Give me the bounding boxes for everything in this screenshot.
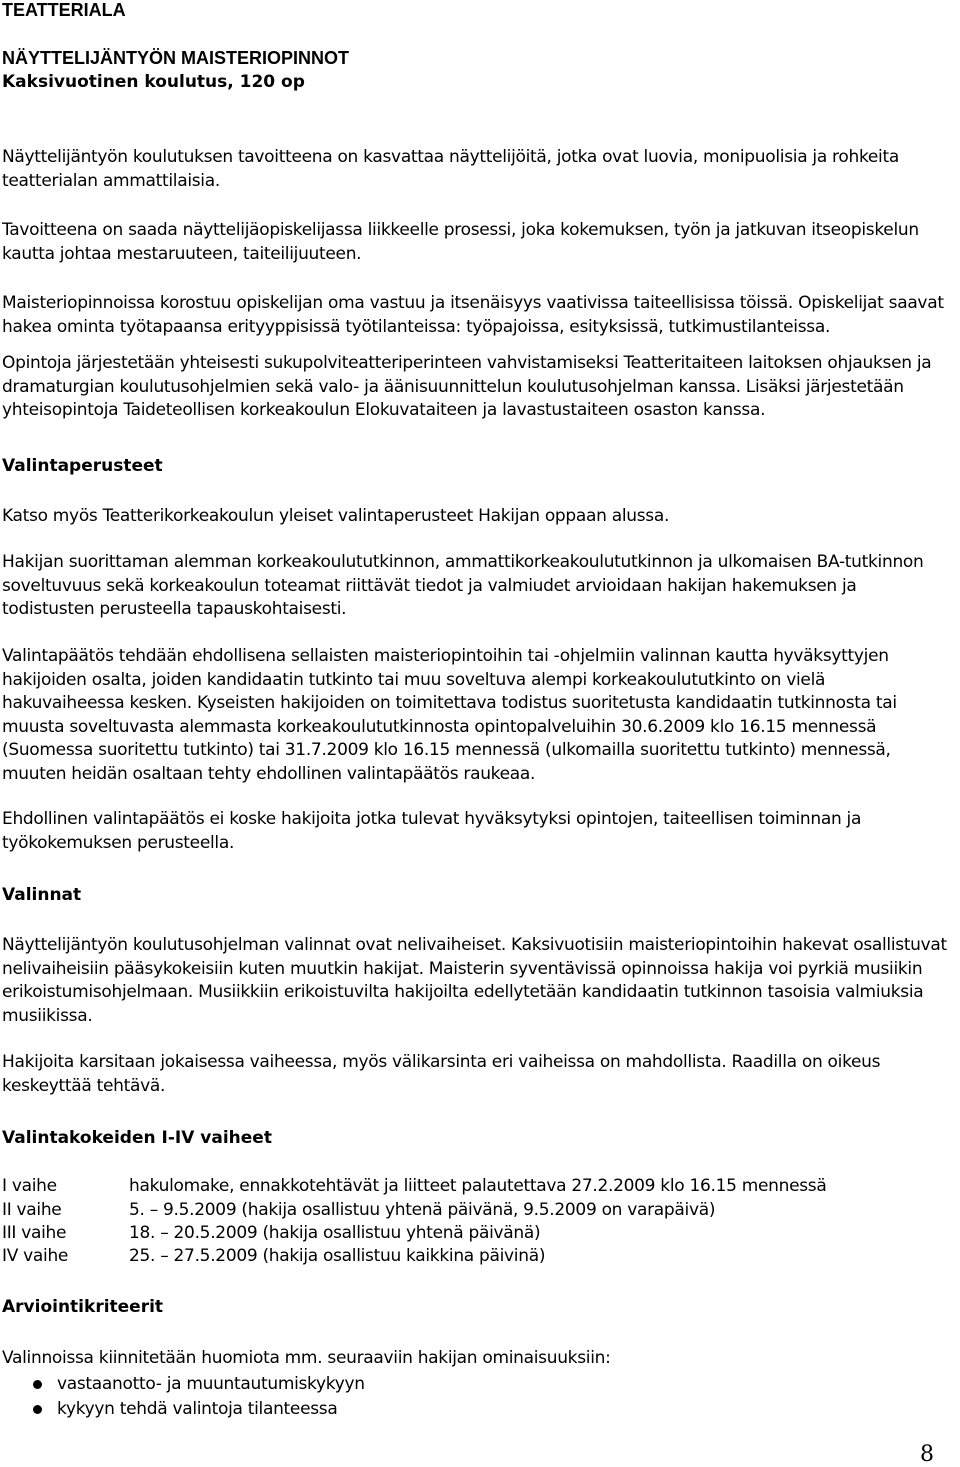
stage-description: 25. – 27.5.2009 (hakija osallistuu kaikkina päivinä) bbox=[129, 1246, 546, 1266]
intro-paragraph: Näyttelijäntyön koulutuksen tavoitteena on kasvattaa näyttelijöitä, jotka ovat luovia, monipuolisia ja rohkeita teatterialan ammattilaisia. bbox=[2, 147, 899, 191]
valintaperusteet-paragraph: Valintapäätös tehdään ehdollisena sellaisten maisteriopintoihin tai -ohjelmiin valinnan kautta hyväksyttyjen hakijoiden osalta, joiden kandidaatin tutkinto tai muu soveltuva alempi korkeakoulututkinto on vielä hakuvaiheessa kesken. Kyseisten hakijoiden on toimitettava todistus suoritetusta kandidaatin tutkinnosta tai muusta soveltuvasta alemmasta korkeakoulututkinnosta opintopalveluihin 30.6.2009 klo 16.15 mennessä (Suomessa suoritettu tutkinto) tai 31.7.2009 klo 16.15 mennessä (ulkomailla suoritettu tutkinto) mennessä, muuten heidän osaltaan tehty ehdollinen valintapäätös raukeaa. bbox=[2, 646, 897, 784]
stage-name: IV vaihe bbox=[2, 1246, 69, 1266]
valintaperusteet-paragraph: Ehdollinen valintapäätös ei koske hakijoita jotka tulevat hyväksytyksi opintojen, taiteellisen toiminnan ja työkokemuksen perusteella. bbox=[2, 809, 862, 853]
page-number: 8 bbox=[920, 1442, 934, 1467]
heading-valinnat: Valinnat bbox=[2, 885, 82, 905]
valinnat-paragraph: Näyttelijäntyön koulutusohjelman valinnat ovat nelivaiheiset. Kaksivuotisiin maisteriopintoihin hakevat osallistuvat nelivaiheisiin pääsykokeisiin kuten muutkin hakijat. Maisterin syventävissä opinnoissa hakija voi pyrkiä musiikin erikoistumisohjelmaan. Musiikkiin erikoistuvilta hakijoilta edellytetään kandidaatin tutkinnon tasoisia valmiuksia musiikissa. bbox=[2, 935, 947, 1026]
stage-description: 5. – 9.5.2009 (hakija osallistuu yhtenä päivänä, 9.5.2009 on varapäivä) bbox=[129, 1200, 716, 1220]
list-item-text: vastaanotto- ja muuntautumiskykyyn bbox=[57, 1374, 365, 1394]
intro-paragraph: Opintoja järjestetään yhteisesti sukupolviteatteriperinteen vahvistamiseksi Teatteritaiteen laitoksen ohjauksen ja dramaturgian koulutusohjelmien sekä valo- ja äänisuunnittelun koulutusohjelman kanssa. Lisäksi järjestetään yhteisopintoja Taideteollisen korkeakoulun Elokuvataiteen ja lavastustaiteen osaston kanssa. bbox=[2, 353, 932, 420]
list-item-text: kykyyn tehdä valintoja tilanteessa bbox=[57, 1399, 338, 1419]
criteria-list bbox=[2, 1372, 947, 1422]
heading-valintaperusteet: Valintaperusteet bbox=[2, 456, 163, 476]
programme-title: NÄYTTELIJÄNTYÖN MAISTERIOPINNOT bbox=[2, 48, 350, 68]
valinnat-paragraph: Hakijoita karsitaan jokaisessa vaiheessa, myös välikarsinta eri vaiheissa on mahdollista. Raadilla on oikeus keskeyttää tehtävä. bbox=[2, 1052, 881, 1096]
bullet-icon bbox=[33, 1405, 42, 1414]
list-item bbox=[2, 1372, 947, 1397]
valintaperusteet-paragraph: Hakijan suorittaman alemman korkeakoulututkinnon, ammattikorkeakoulututkinnon ja ulkomaisen BA-tutkinnon soveltuvuus sekä korkeakoulun toteamat riittävät tiedot ja valmiudet arvioidaan hakijan hakemuksen ja todistusten perusteella tapauskohtaisesti. bbox=[2, 552, 924, 619]
valintaperusteet-paragraph: Katso myös Teatterikorkeakoulun yleiset valintaperusteet Hakijan oppaan alussa. bbox=[2, 506, 670, 526]
list-item bbox=[2, 1397, 947, 1422]
stage-description: 18. – 20.5.2009 (hakija osallistuu yhtenä päivänä) bbox=[129, 1223, 541, 1243]
stage-description: hakulomake, ennakkotehtävät ja liitteet palautettava 27.2.2009 klo 16.15 mennessä bbox=[129, 1176, 827, 1196]
stage-name: II vaihe bbox=[2, 1200, 62, 1220]
stage-name: I vaihe bbox=[2, 1176, 57, 1196]
intro-paragraph: Maisteriopinnoissa korostuu opiskelijan oma vastuu ja itsenäisyys vaativissa taiteellisissa töissä. Opiskelijat saavat hakea ominta työtapaansa erityyppisissä työtilanteissa: työpajoissa, esityksissä, tutkimustilanteissa. bbox=[2, 293, 944, 337]
programme-subtitle: Kaksivuotinen koulutus, 120 op bbox=[2, 72, 305, 92]
arviointi-intro: Valinnoissa kiinnitetään huomiota mm. seuraaviin hakijan ominaisuuksiin: bbox=[2, 1348, 611, 1368]
heading-vaiheet: Valintakokeiden I-IV vaiheet bbox=[2, 1128, 272, 1148]
stage-name: III vaihe bbox=[2, 1223, 67, 1243]
bullet-icon bbox=[33, 1380, 42, 1389]
section-title: TEATTERIALA bbox=[2, 0, 126, 20]
heading-arviointikriteerit: Arviointikriteerit bbox=[2, 1297, 164, 1317]
intro-paragraph: Tavoitteena on saada näyttelijäopiskelijassa liikkeelle prosessi, joka kokemuksen, työn ja jatkuvan itseopiskelun kautta johtaa mestaruuteen, taiteilijuuteen. bbox=[2, 220, 919, 264]
